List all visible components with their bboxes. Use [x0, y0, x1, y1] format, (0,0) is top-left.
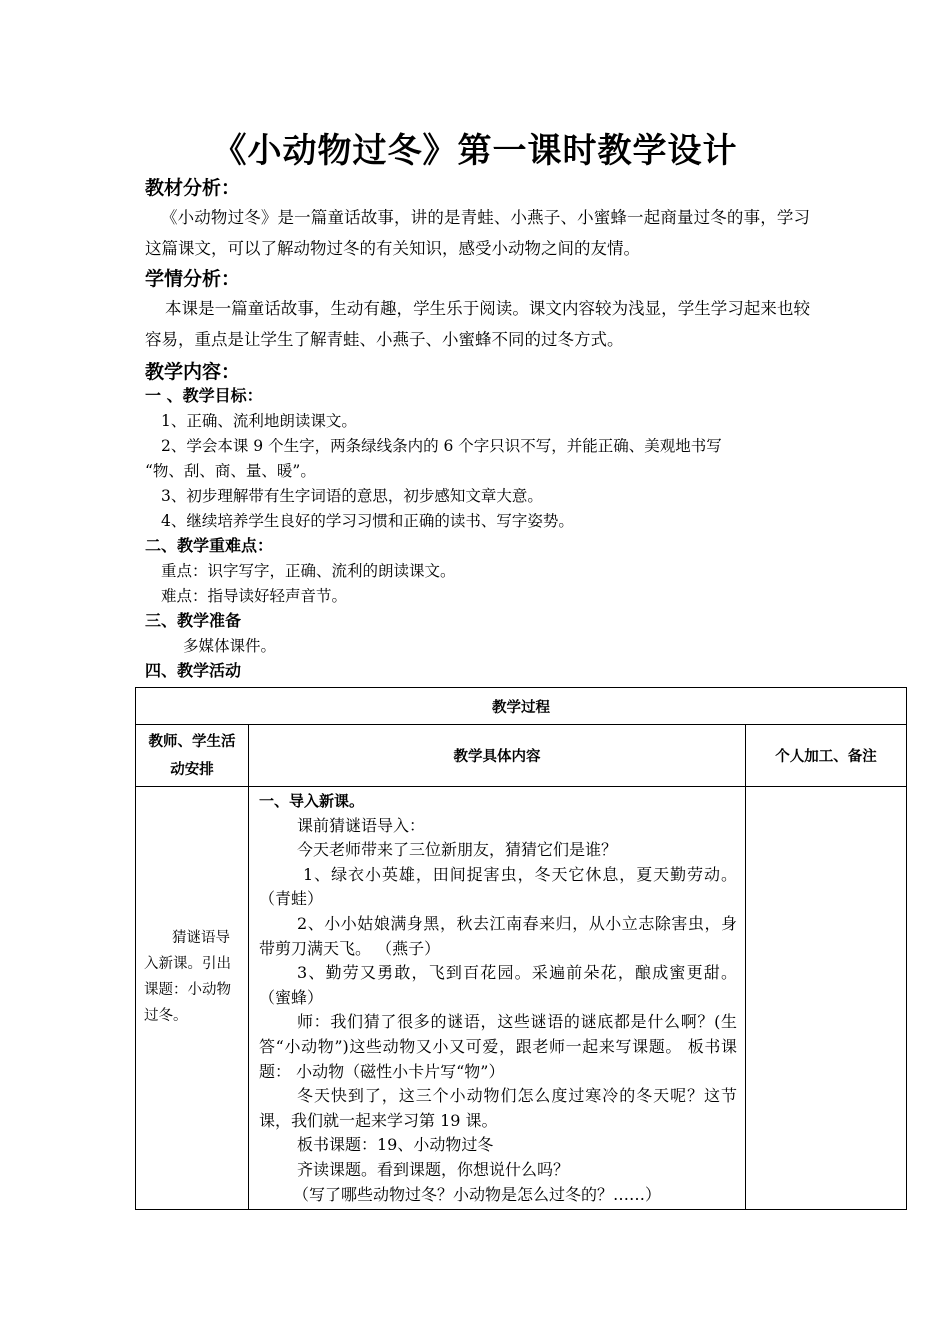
riddle-item: 1、绿衣小英雄，田间捉害虫，冬天它休息，夏天勤劳动。 （青蛙） — [259, 864, 737, 909]
goal-item-continued: “物、刮、商、量、暖”。 — [145, 462, 316, 480]
learner-analysis-text: 本课是一篇童话故事，生动有趣，学生乐于阅读。课文内容较为浅显，学生学习起来也较容易，重点是让学生了解青蛙、小燕子、小蜜蜂不同的过冬方式。 — [145, 299, 810, 349]
activity-note: 猜谜语导入新课。引出课题：小动物过冬。 — [144, 930, 231, 1025]
content-line: 冬天快到了，这三个小动物们怎么度过寒冷的冬天呢？这节课，我们就一起来学习第 19 课。 — [259, 1086, 737, 1130]
riddle-item: 2、小小姑娘满身黑，秋去江南春来归，从小立志除害虫，身带剪刀满天飞。 （燕子） — [259, 913, 737, 958]
content-section-title: 一、导入新课。 — [259, 792, 365, 810]
table-caption: 教学过程 — [136, 688, 907, 725]
textbook-analysis-text: 《小动物过冬》是一篇童话故事，讲的是青蛙、小燕子、小蜜蜂一起商量过冬的事，学习这篇课文，可以了解动物过冬的有关知识，感受小动物之间的友情。 — [145, 208, 810, 258]
activity-heading: 四、教学活动 — [145, 661, 242, 680]
teaching-content-heading: 教学内容： — [145, 361, 241, 383]
content-line: （写了哪些动物过冬？小动物是怎么过冬的？……） — [293, 1184, 662, 1204]
preparation-text: 多媒体课件。 — [183, 637, 277, 655]
textbook-analysis-heading: 教材分析： — [145, 177, 241, 199]
goals-heading: 一 、教学目标： — [145, 386, 263, 405]
col-header-notes: 个人加工、备注 — [746, 725, 907, 787]
content-line: 齐读课题。看到课题，你想说什么吗？ — [297, 1159, 570, 1179]
goal-item: 2、学会本课 9 个生字，两条绿线条内的 6 个字只识不写，并能正确、美观地书写 — [161, 437, 722, 455]
key-point: 重点：识字写字，正确、流利的朗读课文。 — [161, 562, 456, 580]
page-title: 《小动物过冬》第一课时教学设计 — [212, 131, 738, 171]
key-points-heading: 二、教学重难点： — [145, 536, 274, 555]
learner-analysis-heading: 学情分析： — [145, 268, 241, 290]
content-line: 课前猜谜语导入： — [297, 815, 426, 835]
riddle-item: 3、勤劳又勇敢，飞到百花园。采遍前朵花，酿成蜜更甜。 （蜜蜂） — [259, 963, 737, 1007]
content-cell — [249, 787, 746, 1210]
notes-cell — [746, 787, 907, 1210]
col-header-content: 教学具体内容 — [249, 725, 746, 787]
col-header-activity: 教师、学生活动安排 — [136, 725, 249, 787]
teaching-process-table — [135, 687, 907, 1210]
activity-note-cell — [136, 787, 249, 1210]
preparation-heading: 三、教学准备 — [145, 611, 242, 630]
goal-item: 3、初步理解带有生字词语的意思，初步感知文章大意。 — [161, 487, 543, 505]
difficult-point: 难点：指导读好轻声音节。 — [161, 587, 348, 605]
content-line: 师：我们猜了很多的谜语，这些谜语的谜底都是什么啊？(生答“小动物”)这些动物又小又可爱，跟老师一起来写课题。 板书课题： 小动物（磁性小卡片写“物”） — [259, 1012, 737, 1081]
goal-item: 4、继续培养学生良好的学习习惯和正确的读书、写字姿势。 — [161, 512, 574, 530]
content-line: 板书课题：19、小动物过冬 — [297, 1135, 494, 1155]
content-line: 今天老师带来了三位新朋友，猜猜它们是谁？ — [297, 840, 618, 860]
goal-item: 1、正确、流利地朗读课文。 — [161, 412, 357, 430]
